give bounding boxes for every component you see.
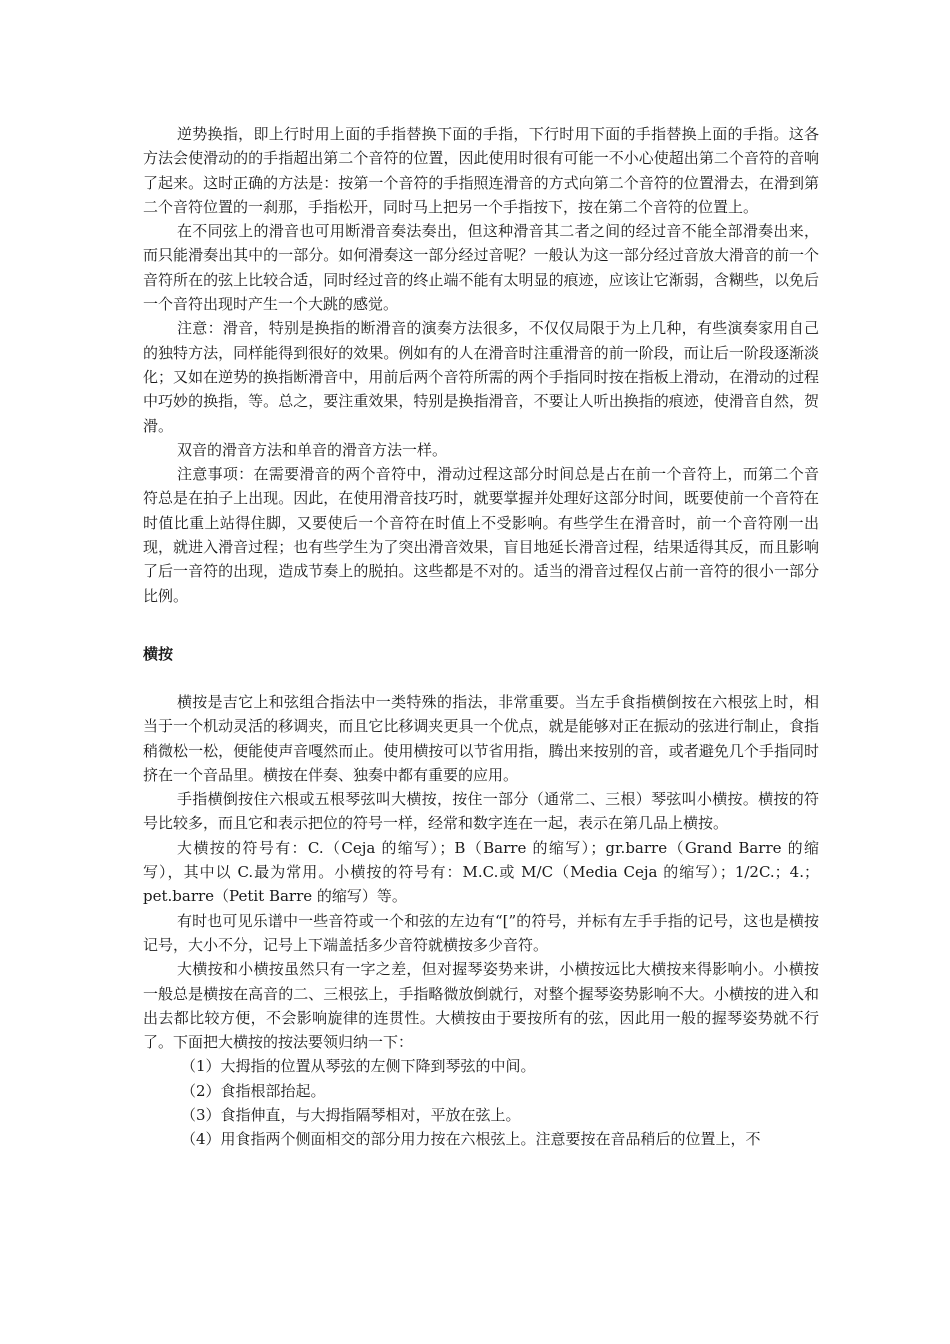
body-paragraph: 注意：滑音，特别是换指的断滑音的演奏方法很多，不仅仅局限于为上几种，有些演奏家用自己的独特方法，同样能得到很好的效果。例如有的人在滑音时注重滑音的前一阶段，而让后一阶段逐渐淡化；又如在逆势的换指断滑音中，用前后两个音符所需的两个手指同时按在指板上滑动，在滑动的过程中巧妙的换指，等。总之，要注重效果，特别是换指滑音，不要让人听出换指的痕迹，使滑音自然，贺滑。 [143,319,819,435]
body-paragraph: 大横按和小横按虽然只有一字之差，但对握琴姿势来讲，小横按远比大横按来得影响小。小横按一般总是横按在高音的二、三根弦上，手指略微放倒就行，对整个握琴姿势影响不大。小横按的进入和出去都比较方便，不会影响旋律的连贯性。大横按由于要按所有的弦，因此用一般的握琴姿势就不行了。下面把大横按的按法要领归纳一下： [143,960,819,1052]
body-paragraph: 横按是吉它上和弦组合指法中一类特殊的指法，非常重要。当左手食指横倒按在六根弦上时，相当于一个机动灵活的移调夹，而且它比移调夹更具一个优点，就是能够对正在振动的弦进行制止，食指稍微松一松，便能使声音嘎然而止。使用横按可以节省用指，腾出来按别的音，或者避免几个手指同时挤在一个音品里。横按在伴奏、独奏中都有重要的应用。 [143,692,819,784]
body-paragraph: 逆势换指，即上行时用上面的手指替换下面的手指，下行时用下面的手指替换上面的手指。这各方法会使滑动的的手指超出第二个音符的位置，因此使用时很有可能一不小心使超出第二个音符的音响了起来。这时正确的方法是：按第一个音符的手指照连滑音的方式向第二个音符的位置滑去，在滑到第二个音符位置的一刹那，手指松开，同时马上把另一个手指按下，按在第二个音符的位置上。 [143,125,819,216]
list-item: （4）用食指两个侧面相交的部分用力按在六根弦上。注意要按在音品稍后的位置上，不 [181,1130,761,1149]
body-paragraph: 大横按的符号有：C.（Ceja 的缩写）；B（Barre 的缩写）；gr.barre（Grand Barre 的缩写），其中以 C.最为常用。小横按的符号有：M.C.或 M/C（Media Ceja 的缩写）；1/2C.；4.；pet.barre（Petit Barre 的缩写）等。 [143,838,819,906]
list-item: （1）大拇指的位置从琴弦的左侧下降到琴弦的中间。 [181,1057,536,1076]
body-paragraph: 双音的滑音方法和单音的滑音方法一样。 [177,440,448,459]
body-paragraph: 在不同弦上的滑音也可用断滑音奏法奏出，但这种滑音其二者之间的经过音不能全部滑奏出来，而只能滑奏出其中的一部分。如何滑奏这一部分经过音呢？一般认为这一部分经过音放大滑音的前一个音符所在的弦上比较合适，同时经过音的终止端不能有太明显的痕迹，应该让它渐弱，含糊些，以免后一个音符出现时产生一个大跳的感觉。 [143,222,819,314]
body-paragraph: 手指横倒按住六根或五根琴弦叫大横按，按住一部分（通常二、三根）琴弦叫小横按。横按的符号比较多，而且它和表示把位的符号一样，经常和数字连在一起，表示在第几品上横按。 [143,790,819,833]
body-paragraph: 注意事项：在需要滑音的两个音符中，滑动过程这部分时间总是占在前一个音符上，而第二个音符总是在拍子上出现。因此，在使用滑音技巧时，就要掌握并处理好这部分时间，既要使前一个音符在时值比重上站得住脚，又要使后一个音符在时值上不受影响。有些学生在滑音时，前一个音符刚一出现，就进入滑音过程；也有些学生为了突出滑音效果，盲目地延长滑音过程，结果适得其反，而且影响了后一音符的出现，造成节奏上的脱拍。这些都是不对的。适当的滑音过程仅占前一音符的很小一部分比例。 [143,465,819,605]
list-item: （2）食指根部抬起。 [181,1081,326,1100]
document-page [143,122,819,1152]
body-paragraph: 有时也可见乐谱中一些音符或一个和弦的左边有“[”的符号，并标有左手手指的记号，这也是横按记号，大小不分，记号上下端盖括多少音符就横按多少音符。 [143,911,819,954]
section-heading: 横按 [143,644,174,663]
list-item: （3）食指伸直，与大拇指隔琴相对，平放在弦上。 [181,1105,521,1124]
